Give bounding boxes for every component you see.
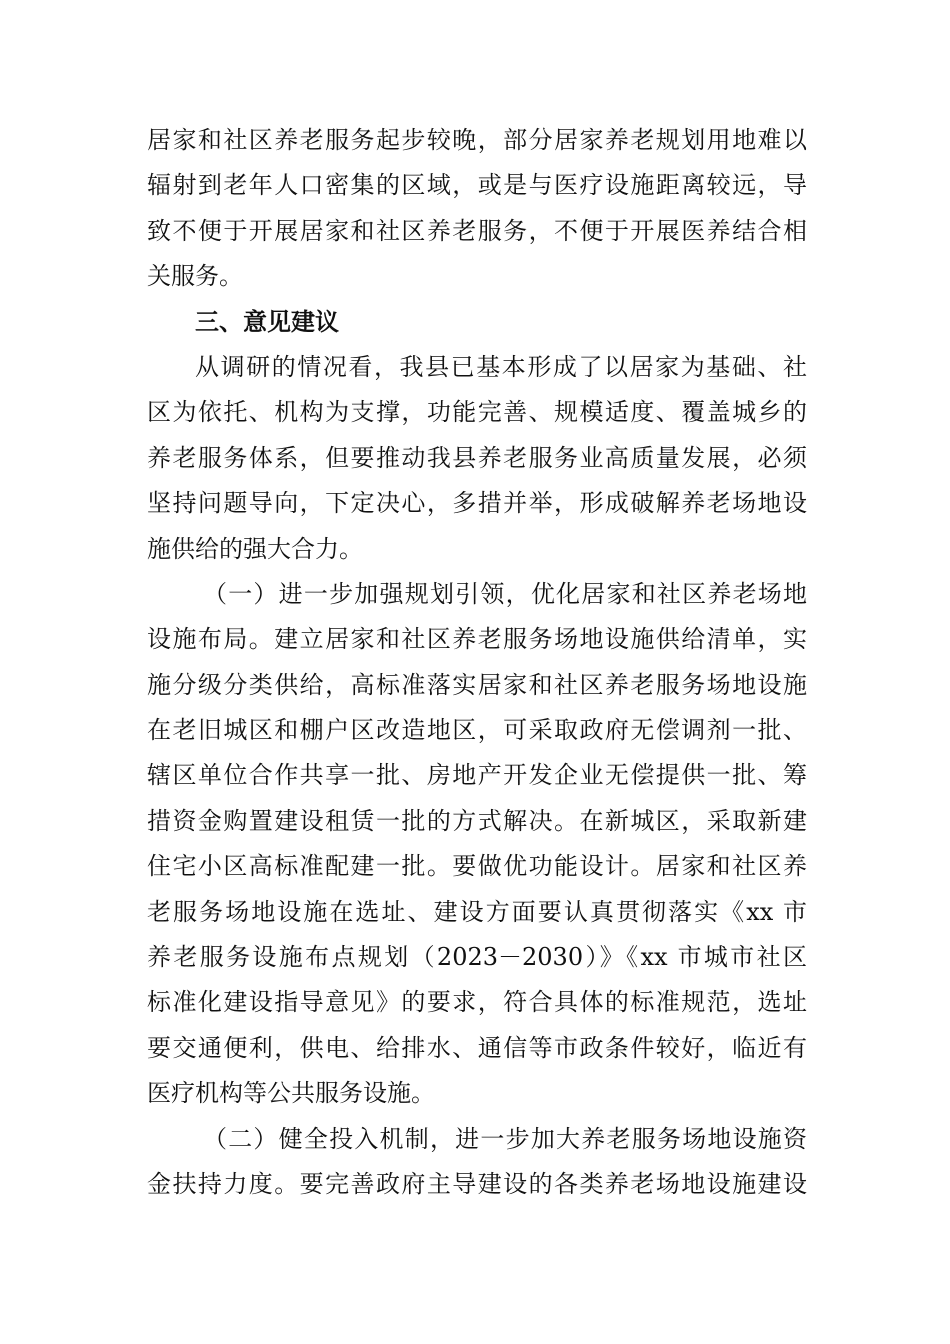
paragraph-item-2 bbox=[147, 1117, 807, 1208]
text-line: 施分级分类供给，高标准落实居家和社区养老服务场地设施 bbox=[147, 670, 807, 699]
text-line: 要交通便利，供电、给排水、通信等市政条件较好，临近有 bbox=[147, 1033, 807, 1062]
text-line: 住宅小区高标准配建一批。要做优功能设计。居家和社区养 bbox=[147, 852, 807, 881]
text-line: 坚持问题导向，下定决心，多措并举，形成破解养老场地设 bbox=[147, 489, 807, 518]
paragraph-item-1 bbox=[147, 572, 807, 1117]
text-line: 居家和社区养老服务起步较晚，部分居家养老规划用地难以 bbox=[147, 126, 807, 154]
section-heading bbox=[147, 300, 807, 345]
text-line: 辐射到老年人口密集的区域，或是与医疗设施距离较远，导 bbox=[147, 171, 807, 200]
text-line: 关服务。 bbox=[147, 262, 243, 291]
section-heading-text: 三、意见建议 bbox=[195, 307, 339, 336]
text-line: 老服务场地设施在选址、建设方面要认真贯彻落实《xx 市 bbox=[147, 897, 807, 926]
document-body bbox=[147, 118, 807, 1207]
paragraph-intro bbox=[147, 345, 807, 572]
text-line: （二）健全投入机制，进一步加大养老服务场地设施资 bbox=[203, 1124, 807, 1153]
text-line: 区为依托、机构为支撑，功能完善、规模适度、覆盖城乡的 bbox=[147, 398, 807, 427]
text-line: 措资金购置建设租赁一批的方式解决。在新城区，采取新建 bbox=[147, 806, 807, 835]
paragraph-continuation bbox=[147, 118, 807, 300]
text-line: 金扶持力度。要完善政府主导建设的各类养老场地设施建设 bbox=[147, 1169, 807, 1198]
text-line: 设施布局。建立居家和社区养老服务场地设施供给清单，实 bbox=[147, 625, 807, 654]
text-line: 标准化建设指导意见》的要求，符合具体的标准规范，选址 bbox=[147, 988, 807, 1017]
text-line: 辖区单位合作共享一批、房地产开发企业无偿提供一批、筹 bbox=[147, 761, 807, 790]
text-line: 医疗机构等公共服务设施。 bbox=[147, 1079, 435, 1108]
text-line: 施供给的强大合力。 bbox=[147, 534, 363, 563]
text-line: 致不便于开展居家和社区养老服务，不便于开展医养结合相 bbox=[147, 216, 807, 245]
text-line: 从调研的情况看，我县已基本形成了以居家为基础、社 bbox=[195, 352, 807, 381]
text-line: 养老服务设施布点规划（2023－2030）》《xx 市城市社区 bbox=[147, 943, 807, 972]
text-line: 在老旧城区和棚户区改造地区，可采取政府无偿调剂一批、 bbox=[147, 716, 807, 745]
text-line: 养老服务体系，但要推动我县养老服务业高质量发展，必须 bbox=[147, 443, 807, 472]
text-line: （一）进一步加强规划引领，优化居家和社区养老场地 bbox=[203, 579, 807, 608]
